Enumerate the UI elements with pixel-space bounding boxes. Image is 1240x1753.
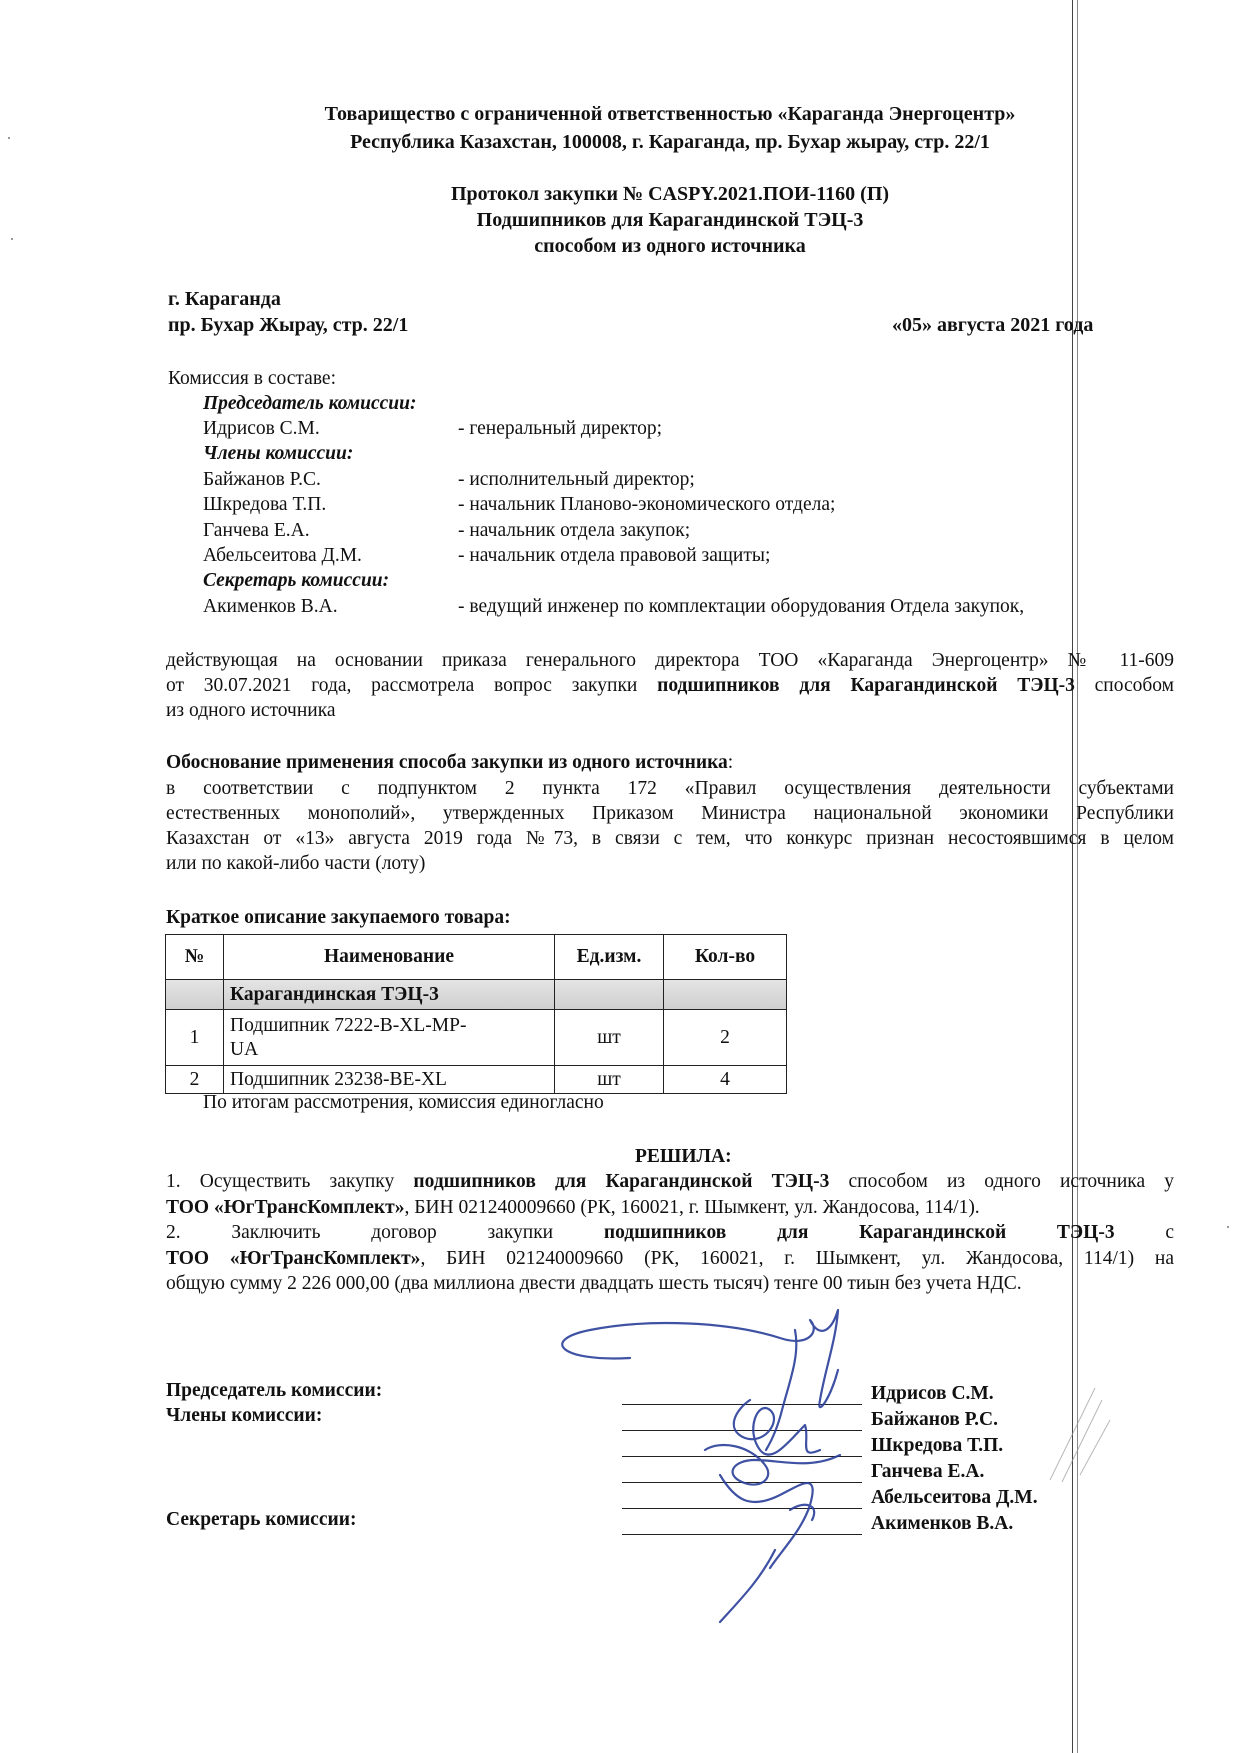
- col-header-qty: Кол-во: [664, 935, 787, 980]
- member-role: - исполнительный директор;: [458, 469, 695, 490]
- signatory-name: Идрисов С.М.: [871, 1383, 994, 1404]
- sign-chair-label: Председатель комиссии:: [166, 1380, 383, 1401]
- place-street: пр. Бухар Жырау, стр. 22/1: [168, 314, 409, 336]
- table-row: [166, 1066, 787, 1094]
- members-heading: Члены комиссии:: [203, 443, 354, 464]
- signatory-name: Байжанов Р.С.: [871, 1409, 998, 1430]
- group-cell: [664, 980, 787, 1010]
- secretary-name: Акименков В.А.: [203, 596, 338, 617]
- signatory-name: Шкредова Т.П.: [871, 1435, 1004, 1456]
- member-role: - начальник отдела правовой защиты;: [458, 545, 771, 566]
- signature-stroke: [562, 1310, 838, 1407]
- row-no: 2: [166, 1066, 224, 1094]
- signature-stroke: [766, 1330, 796, 1450]
- basis-line-1: действующая на основании приказа генерального директора ТОО «Караганда Энергоцентр» № 11-609: [166, 650, 1174, 671]
- row-unit: шт: [555, 1066, 664, 1094]
- secretary-heading: Секретарь комиссии:: [203, 570, 390, 591]
- member-role: - начальник отдела закупок;: [458, 520, 691, 541]
- member-name: Шкредова Т.П.: [203, 494, 327, 515]
- row-qty: 4: [664, 1066, 787, 1094]
- signature-stroke: [720, 1475, 813, 1568]
- justification-heading: Обоснование применения способа закупки из одного источника:: [166, 752, 734, 773]
- col-header-name: Наименование: [224, 935, 555, 980]
- goods-table: [165, 934, 787, 1094]
- signatory-name: Ганчева Е.А.: [871, 1461, 985, 1482]
- scan-artifact-line: [1077, 0, 1078, 1753]
- chair-name: Идрисов С.М.: [203, 418, 320, 439]
- col-header-unit: Ед.изм.: [555, 935, 664, 980]
- chair-heading: Председатель комиссии:: [203, 393, 417, 414]
- decision-p2-line-2: ТОО «ЮгТрансКомплект», БИН 021240009660 (РК, 160021, г. Шымкент, ул. Жандосова, 114/1) на: [166, 1248, 1175, 1269]
- pencil-mark: [1040, 1380, 1120, 1490]
- scan-speck: [8, 137, 10, 139]
- group-cell: [166, 980, 224, 1010]
- sign-secretary-label: Секретарь комиссии:: [166, 1509, 357, 1530]
- table-group-row: [166, 980, 787, 1010]
- org-address: Республика Казахстан, 100008, г. Караганда, пр. Бухар жырау, стр. 22/1: [350, 131, 990, 153]
- commission-intro: Комиссия в составе:: [168, 368, 336, 389]
- member-role: - начальник Планово-экономического отдела;: [458, 494, 836, 515]
- org-name: Товарищество с ограниченной ответственностью «Караганда Энергоцентр»: [324, 103, 1016, 125]
- protocol-date: «05» августа 2021 года: [892, 314, 1094, 336]
- signature-stroke: [790, 1505, 814, 1520]
- scan-artifact-line: [1072, 0, 1073, 1753]
- col-header-no: №: [166, 935, 224, 980]
- justification-line-3: Казахстан от «13» августа 2019 года №73, в связи с тем, что конкурс признан несостоявшимся в целом: [166, 828, 1174, 849]
- row-unit: шт: [555, 1010, 664, 1066]
- sign-members-label: Члены комиссии:: [166, 1405, 323, 1426]
- table-caption: Краткое описание закупаемого товара:: [166, 907, 511, 928]
- protocol-subject: Подшипников для Карагандинской ТЭЦ-3: [476, 209, 864, 231]
- signatory-name: Абельсеитова Д.М.: [871, 1487, 1038, 1508]
- outcome-text: По итогам рассмотрения, комиссия единогласно: [203, 1092, 604, 1113]
- member-name: Абельсеитова Д.М.: [203, 545, 362, 566]
- protocol-title: Протокол закупки № CASPY.2021.ПОИ-1160 (П): [450, 183, 890, 205]
- group-label: Карагандинская ТЭЦ-3: [224, 980, 555, 1010]
- table-row: [166, 1010, 787, 1066]
- justification-line-1: в соответствии с подпунктом 2 пункта 172 «Правил осуществления деятельности субъектами: [166, 778, 1174, 799]
- scan-speck: [11, 238, 13, 240]
- chair-role: - генеральный директор;: [458, 418, 663, 439]
- signatory-name: Акименков В.А.: [871, 1513, 1014, 1534]
- pencil-stroke: [1062, 1400, 1102, 1482]
- pencil-stroke: [1080, 1420, 1110, 1475]
- protocol-method: способом из одного источника: [534, 235, 806, 257]
- row-name: Подшипник 23238-BE-XL: [224, 1066, 555, 1094]
- basis-line-2: от 30.07.2021 года, рассмотрела вопрос закупки подшипников для Карагандинской ТЭЦ-3 способом: [166, 675, 1175, 696]
- secretary-role: - ведущий инженер по комплектации оборудования Отдела закупок,: [458, 596, 1025, 617]
- decision-heading: РЕШИЛА:: [635, 1146, 732, 1167]
- row-qty: 2: [664, 1010, 787, 1066]
- scan-speck: [1227, 1226, 1229, 1228]
- group-cell: [555, 980, 664, 1010]
- signature-stroke: [720, 1550, 775, 1622]
- decision-p1-line-2: ТОО «ЮгТрансКомплект», БИН 021240009660 (РК, 160021, г. Шымкент, ул. Жандосова, 114/1).: [166, 1197, 980, 1218]
- pencil-stroke: [1050, 1388, 1095, 1480]
- basis-line-3: из одного источника: [166, 700, 336, 721]
- member-name: Ганчева Е.А.: [203, 520, 310, 541]
- row-name: Подшипник 7222-B-XL-MP- UA: [224, 1010, 555, 1066]
- decision-p1-line-1: 1. Осуществить закупку подшипников для Карагандинской ТЭЦ-3 способом из одного источника у: [166, 1171, 1175, 1192]
- handwritten-signatures: [520, 1300, 940, 1630]
- decision-p2-line-3: общую сумму 2 226 000,00 (два миллиона двести двадцать шесть тысяч) тенге 00 тиын без учета НДС.: [166, 1273, 1022, 1294]
- table-header-row: [166, 935, 787, 980]
- place-city: г. Караганда: [168, 288, 281, 310]
- decision-p2-line-1: 2. Заключить договор закупки подшипников для Карагандинской ТЭЦ-3 с: [166, 1222, 1174, 1243]
- row-no: 1: [166, 1010, 224, 1066]
- justification-line-4: или по какой-либо части (лоту): [166, 853, 426, 874]
- justification-line-2: естественных монополий», утвержденных Приказом Министра национальной экономики Республики: [166, 803, 1174, 824]
- member-name: Байжанов Р.С.: [203, 469, 321, 490]
